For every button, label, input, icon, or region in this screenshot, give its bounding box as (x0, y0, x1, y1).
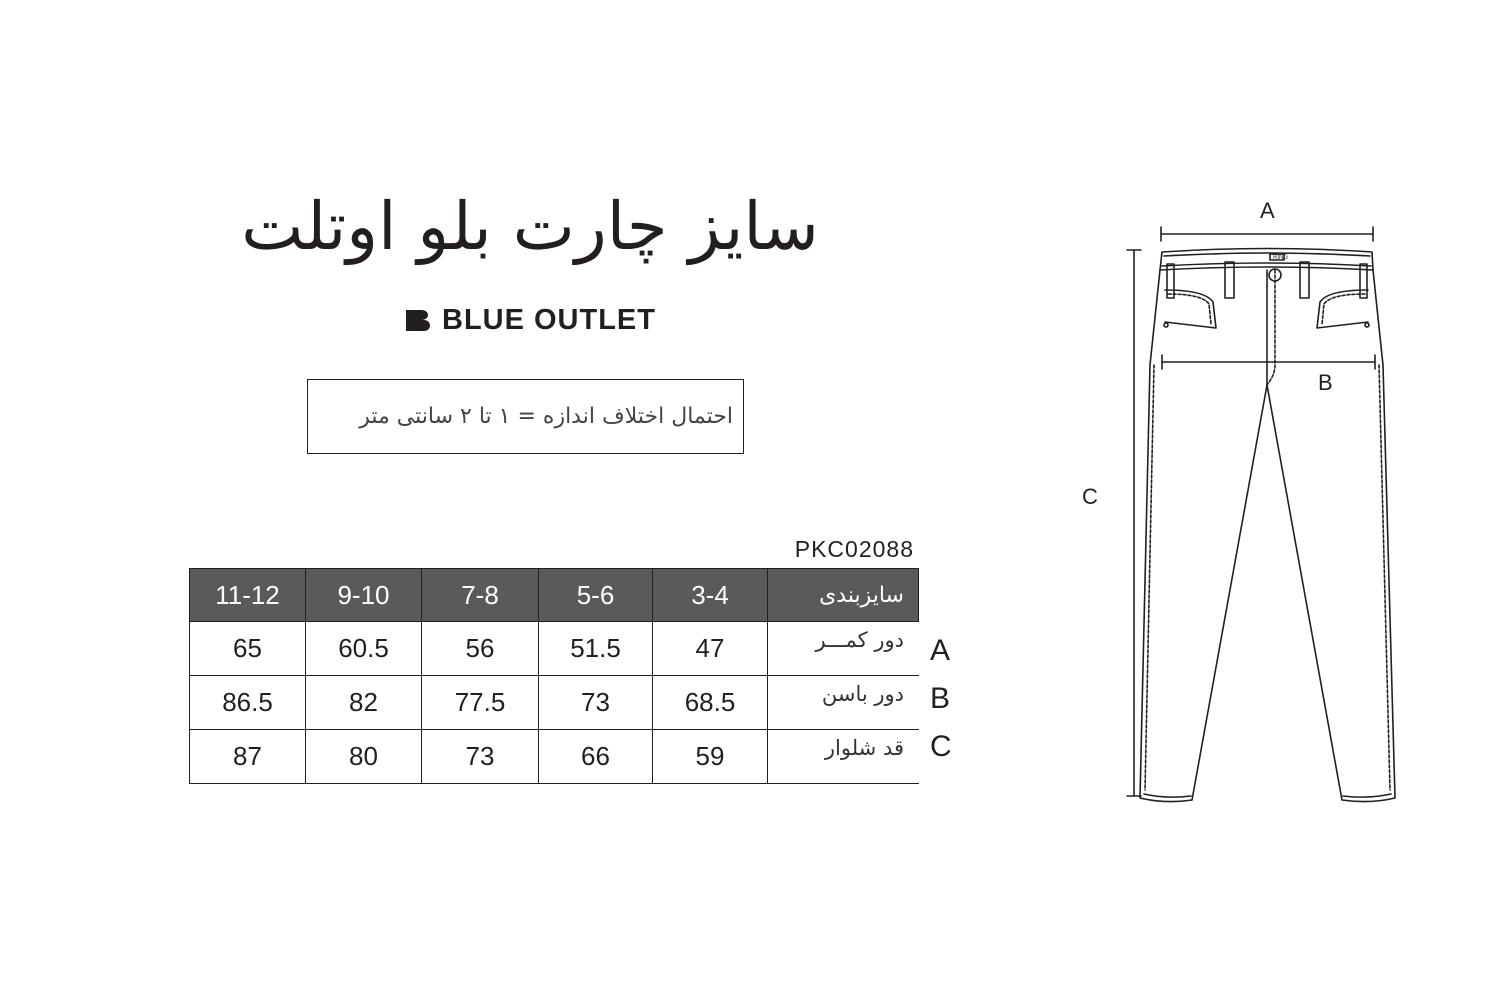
table-cell: 59 (653, 730, 768, 784)
pants-diagram (1070, 190, 1430, 820)
table-cell: 73 (539, 676, 653, 730)
length-dimension-line (1127, 250, 1141, 796)
row-letters (930, 620, 970, 764)
b-logo-icon (404, 308, 432, 332)
table-cell: 60.5 (306, 622, 422, 676)
size-header: 7-8 (422, 569, 539, 622)
table-cell: 66 (539, 730, 653, 784)
waist-dimension-line (1161, 227, 1373, 241)
size-header: 5-6 (539, 569, 653, 622)
tolerance-note-box (307, 379, 744, 454)
brand (404, 303, 656, 337)
table-cell: 56 (422, 622, 539, 676)
size-table (189, 568, 919, 784)
table-cell: 77.5 (422, 676, 539, 730)
table-row (190, 622, 919, 676)
row-letter: C (930, 730, 952, 763)
row-label: دور کمـــر (768, 622, 919, 676)
table-cell: 86.5 (190, 676, 306, 730)
hip-dimension-line (1162, 355, 1375, 369)
row-label: قد شلوار (768, 730, 919, 784)
table-cell: 73 (422, 730, 539, 784)
size-header: 9-10 (306, 569, 422, 622)
table-cell: 82 (306, 676, 422, 730)
table-row (190, 676, 919, 730)
product-code: PKC02088 (794, 536, 914, 562)
tag-text: RING (1273, 255, 1288, 261)
page-title: سایز چارت بلو اوتلت (241, 188, 819, 265)
table-row (190, 730, 919, 784)
waist-label: A (1260, 198, 1275, 223)
sizing-header: سایزبندی (768, 569, 919, 622)
table-cell: 65 (190, 622, 306, 676)
table-header-row (190, 569, 919, 622)
hip-label: B (1318, 370, 1333, 395)
length-label: C (1082, 484, 1098, 509)
table-cell: 68.5 (653, 676, 768, 730)
table-cell: 51.5 (539, 622, 653, 676)
size-header: 3-4 (653, 569, 768, 622)
size-header: 11-12 (190, 569, 306, 622)
row-label: دور باسن (768, 676, 919, 730)
table-cell: 87 (190, 730, 306, 784)
pants-outline (1140, 249, 1395, 802)
tolerance-note: احتمال اختلاف اندازه = ۱ تا ۲ سانتی متر (359, 404, 733, 429)
table-cell: 47 (653, 622, 768, 676)
table-cell: 80 (306, 730, 422, 784)
brand-name: BLUE OUTLET (442, 303, 656, 336)
row-letter: B (930, 682, 951, 715)
row-letter: A (930, 634, 951, 667)
